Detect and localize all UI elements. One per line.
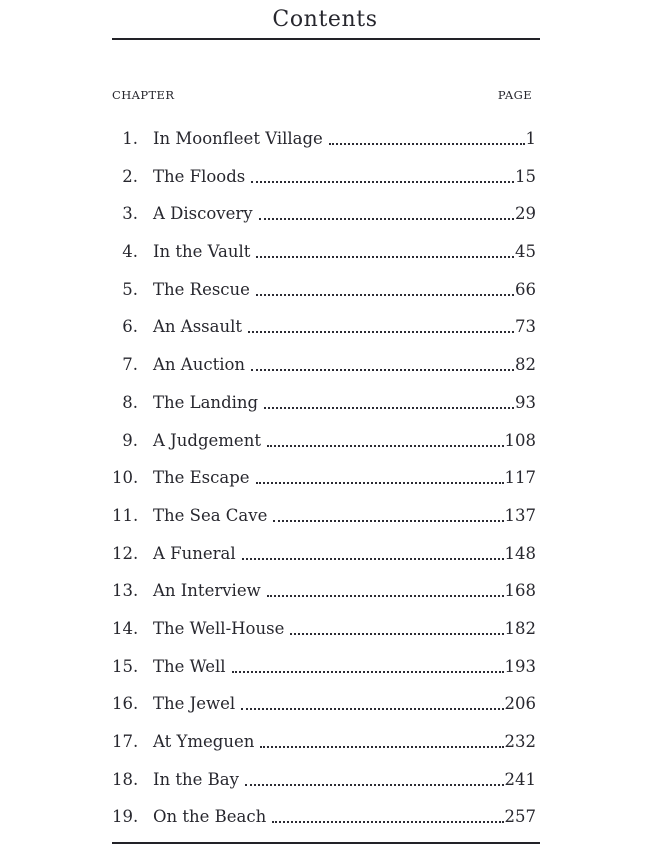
chapter-title: A Funeral xyxy=(153,543,236,563)
chapter-number: 17. xyxy=(112,732,139,751)
toc-row xyxy=(112,204,536,224)
top-rule xyxy=(112,38,540,40)
chapter-number: 16. xyxy=(112,694,139,714)
toc-row xyxy=(112,280,536,300)
dot-leader xyxy=(259,218,514,220)
chapter-number: 7. xyxy=(122,355,138,375)
chapter-number: 5. xyxy=(122,279,138,299)
chapter-page-number: 15 xyxy=(515,166,536,186)
chapter-title: The Landing xyxy=(153,392,259,412)
dot-leader xyxy=(248,331,514,333)
dot-leader xyxy=(232,671,504,673)
chapter-page-number: 148 xyxy=(504,543,536,563)
chapter-title: The Well xyxy=(153,656,226,676)
chapter-page-number: 82 xyxy=(515,355,536,375)
chapter-number: 19. xyxy=(112,807,139,827)
toc-row xyxy=(112,581,536,601)
chapter-page-number: 137 xyxy=(504,505,536,525)
chapter-page-number: 1 xyxy=(525,129,536,148)
toc-row xyxy=(112,468,536,488)
dot-leader xyxy=(329,143,525,145)
chapter-page-number: 182 xyxy=(504,618,536,638)
chapter-title: The Rescue xyxy=(153,279,250,299)
chapter-title: The Jewel xyxy=(153,694,236,714)
page-column-label: PAGE xyxy=(497,88,532,102)
chapter-page-number: 45 xyxy=(515,242,536,262)
dot-leader xyxy=(267,595,504,597)
toc-row xyxy=(112,657,536,677)
chapter-number: 14. xyxy=(112,618,139,638)
dot-leader xyxy=(245,784,504,786)
chapter-page-number: 108 xyxy=(504,430,536,450)
chapter-page-number: 73 xyxy=(515,317,536,337)
dot-leader xyxy=(251,369,514,371)
chapter-title: The Escape xyxy=(153,468,250,488)
toc-row xyxy=(112,355,536,375)
chapter-title: The Floods xyxy=(153,166,246,186)
chapter-number: 3. xyxy=(122,204,138,224)
toc-row xyxy=(112,732,536,752)
toc-row xyxy=(112,770,536,790)
chapter-page-number: 168 xyxy=(504,581,536,601)
chapter-title: An Assault xyxy=(153,317,243,337)
chapter-page-number: 257 xyxy=(504,807,536,827)
dot-leader xyxy=(251,181,514,183)
bottom-rule xyxy=(112,842,540,844)
chapter-number: 8. xyxy=(122,392,138,412)
column-labels xyxy=(112,88,532,102)
toc-list xyxy=(112,129,536,827)
chapter-number: 2. xyxy=(122,166,138,186)
chapter-page-number: 193 xyxy=(504,656,536,676)
toc-row xyxy=(112,431,536,451)
dot-leader xyxy=(264,407,514,409)
toc-row xyxy=(112,694,536,714)
dot-leader xyxy=(241,708,503,710)
chapter-page-number: 93 xyxy=(515,392,536,412)
toc-row xyxy=(112,129,536,149)
chapter-number: 11. xyxy=(112,505,139,525)
toc-row xyxy=(112,393,536,413)
chapter-number: 1. xyxy=(122,129,138,148)
dot-leader xyxy=(256,256,514,258)
toc-row xyxy=(112,167,536,187)
dot-leader xyxy=(272,821,503,823)
chapter-title: On the Beach xyxy=(153,807,267,827)
chapter-title: The Well-House xyxy=(153,618,285,638)
dot-leader xyxy=(256,482,504,484)
chapter-page-number: 206 xyxy=(504,694,536,714)
chapter-title: The Sea Cave xyxy=(153,505,268,525)
chapter-title: In the Vault xyxy=(153,242,251,262)
chapter-title: At Ymeguen xyxy=(153,732,255,751)
toc-row xyxy=(112,544,536,564)
chapter-number: 10. xyxy=(112,468,139,488)
toc-row xyxy=(112,242,536,262)
chapter-number: 4. xyxy=(122,242,138,262)
chapter-page-number: 66 xyxy=(515,279,536,299)
dot-leader xyxy=(242,558,504,560)
chapter-page-number: 232 xyxy=(504,732,536,751)
chapter-title: In Moonfleet Village xyxy=(153,129,323,148)
chapter-number: 6. xyxy=(122,317,138,337)
dot-leader xyxy=(290,633,503,635)
chapter-number: 13. xyxy=(112,581,139,601)
dot-leader xyxy=(273,520,503,522)
chapter-title: An Auction xyxy=(153,355,246,375)
chapter-number: 15. xyxy=(112,656,139,676)
chapter-number: 18. xyxy=(112,769,139,789)
chapter-page-number: 29 xyxy=(515,204,536,224)
dot-leader xyxy=(260,746,503,748)
dot-leader xyxy=(267,445,504,447)
page-title: Contents xyxy=(272,7,378,32)
chapter-number: 12. xyxy=(112,543,139,563)
chapter-title: A Judgement xyxy=(153,430,261,450)
toc-row xyxy=(112,807,536,827)
dot-leader xyxy=(256,294,514,296)
chapter-title: A Discovery xyxy=(153,204,253,224)
toc-row xyxy=(112,506,536,526)
chapter-title: An Interview xyxy=(153,581,261,601)
chapter-title: In the Bay xyxy=(153,769,239,789)
toc-row xyxy=(112,619,536,639)
toc-row xyxy=(112,317,536,337)
chapter-page-number: 241 xyxy=(504,769,536,789)
chapter-page-number: 117 xyxy=(504,468,536,488)
chapter-number: 9. xyxy=(122,430,138,450)
chapter-column-label: CHAPTER xyxy=(112,88,175,102)
